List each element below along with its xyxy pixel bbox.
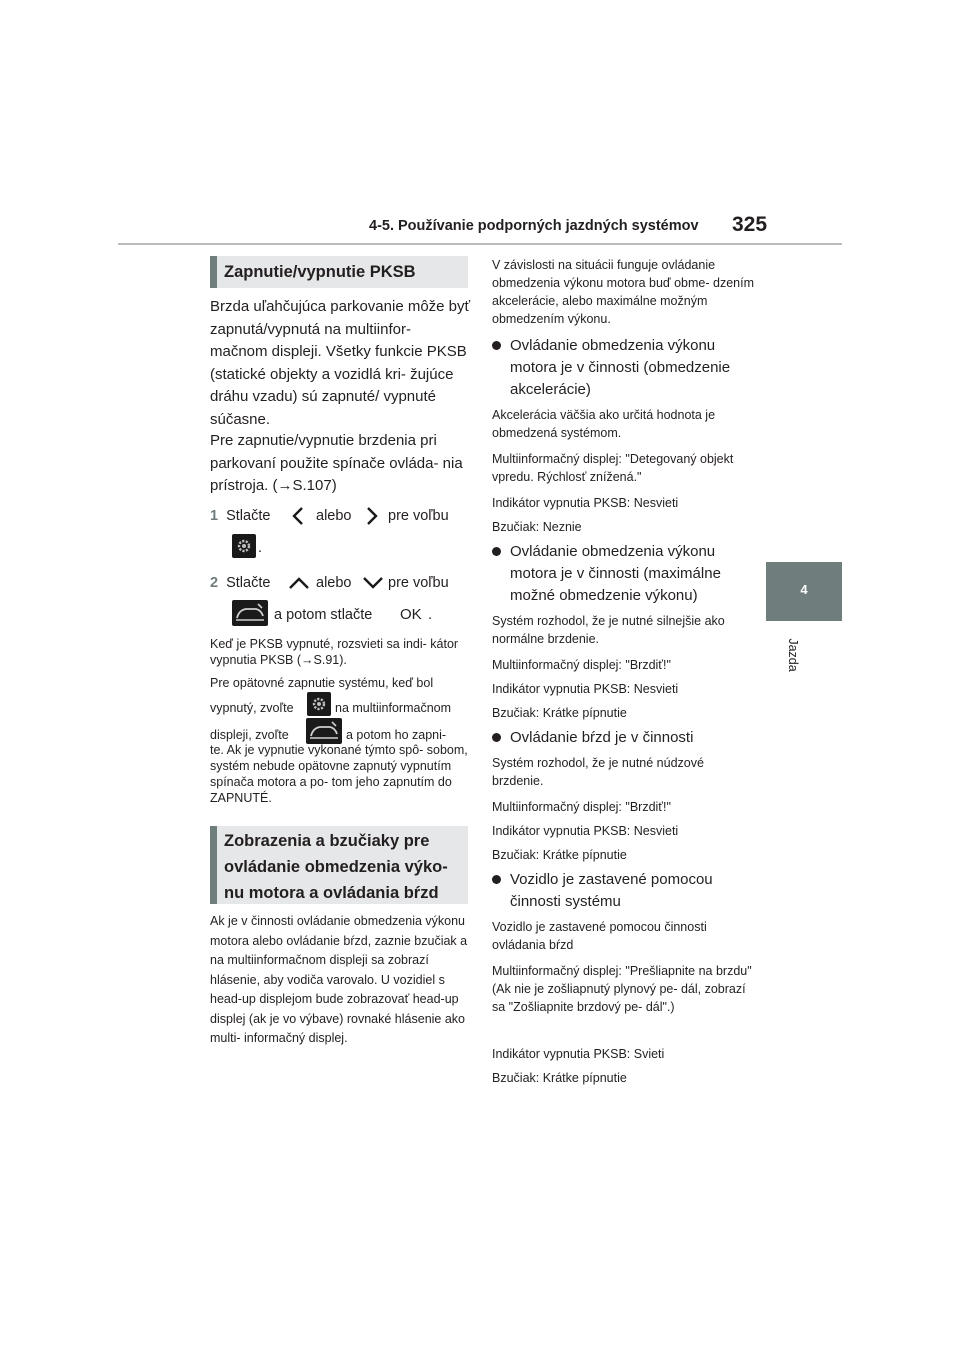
ok-button-label: OK (400, 606, 422, 623)
step-1 (210, 505, 270, 527)
chevron-up-icon (288, 576, 310, 590)
b1-line3: Indikátor vypnutia PKSB: Nesvieti (492, 496, 679, 510)
step-2-number: 2 (210, 575, 219, 591)
bullet-dot (492, 341, 501, 350)
page-number: 325 (732, 213, 768, 236)
b1-line2: Multiinformačný displej: "Detegovaný objekt vpredu. Rýchlosť znížená." (492, 452, 734, 484)
step-2-text-a: Stlačte (226, 575, 271, 591)
b4-line3: Indikátor vypnutia PKSB: Svieti (492, 1047, 665, 1061)
b2-line4: Bzučiak: Krátke pípnutie (492, 706, 627, 720)
section2-paragraph: Ak je v činnosti ovládanie obmedzenia výkonu motora alebo ovládanie bŕzd, zaznie bzučiak a na multiinformačnom displeji sa zobrazí hlásenie, aby vodiča varovalo. U vozidiel s head-up displejom bude zobrazovať head-up displej (ak je vo výbave) rovnaké hlásenie ako multi- informačný displej. (210, 914, 468, 1045)
gear-icon (307, 692, 331, 716)
chapter-side-label (783, 630, 803, 680)
section-heading-text: Zobrazenia a bzučiaky pre ovládanie obmedzenia výko- nu motora a ovládania bŕzd (224, 832, 448, 902)
b3-line3: Indikátor vypnutia PKSB: Nesvieti (492, 824, 679, 838)
note-reenable-f: te. Ak je vypnutie vykonané týmto spô- sobom, systém nebude opätovne zapnutý vypnutím spínača motora a po- tom jeho zapnutím do ZAPNUTÉ. (210, 743, 468, 805)
chapter-title: 4-5. Používanie podporných jazdných systémov (369, 218, 699, 234)
note-reenable-a: Pre opätovné zapnutie systému, keď bol (210, 676, 434, 690)
chapter-tab-number: 4 (800, 582, 808, 597)
note-pksb-off: Keď je PKSB vypnuté, rozsvieti sa indi- kátor vypnutia PKSB (→S.91). (210, 637, 459, 667)
step-2-text-c: pre voľbu (388, 575, 449, 591)
step-2 (210, 572, 270, 594)
step-1-number: 1 (210, 508, 219, 524)
step-1-end: . (258, 540, 263, 556)
chevron-left-icon (292, 506, 304, 526)
step-1-text-b: alebo (316, 508, 352, 524)
note-reenable-c: na multiinformačnom (335, 701, 452, 715)
b1-line1: Akcelerácia väčšia ako určitá hodnota je obmedzená systémom. (492, 408, 716, 440)
b1-line4: Bzučiak: Neznie (492, 520, 582, 534)
b2-line2: Multiinformačný displej: "Brzdiť!" (492, 658, 671, 672)
bullet-heading-text: Vozidlo je zastavené pomocou činnosti systému (510, 871, 713, 910)
step-1-text-c: pre voľbu (388, 508, 449, 524)
bullet-heading-vehicle-stopped (492, 869, 762, 913)
bullet-heading-text: Ovládanie bŕzd je v činnosti (510, 729, 694, 746)
section-heading-pksb (210, 256, 468, 288)
b3-line2: Multiinformačný displej: "Brzdiť!" (492, 800, 671, 814)
bullet-heading-brake-control (492, 727, 762, 749)
b4-line1: Vozidlo je zastavené pomocou činnosti ovládania bŕzd (492, 920, 707, 952)
note-reenable-d: displeji, zvoľte (210, 728, 289, 742)
note-reenable-e: a potom ho zapni- (346, 728, 447, 742)
bullet-heading-acceleration-limit (492, 335, 762, 401)
section1-paragraph1: Brzda uľahčujúca parkovanie môže byť zapnutá/vypnutá na multiinfor- mačnom displeji. Všetky funkcie PKSB (statické objekty a vozidlá kri- žujúce dráhu vzadu) sú zapnuté/ vypnuté súčasne. (210, 298, 471, 428)
step-2-end: . (428, 607, 433, 623)
chevron-right-icon (366, 506, 378, 526)
b3-line1: Systém rozhodol, že je nutné núdzové brzdenie. (492, 756, 704, 788)
right-intro: V závislosti na situácii funguje ovládanie obmedzenia výkonu motora buď obme- dzením akcelerácie, alebo maximálne možným obmedzením výkonu. (492, 258, 754, 326)
pksb-car-icon (306, 718, 342, 744)
chapter-side-label-text: Jazda (786, 638, 800, 672)
bullet-heading-text: Ovládanie obmedzenia výkonu motora je v činnosti (obmedzenie akcelerácie) (510, 337, 731, 398)
header-rule (118, 243, 842, 245)
bullet-dot (492, 547, 501, 556)
bullet-heading-text: Ovládanie obmedzenia výkonu motora je v činnosti (maximálne možné obmedzenie výkonu) (510, 543, 721, 604)
b3-line4: Bzučiak: Krátke pípnutie (492, 848, 627, 862)
step-1-text-a: Stlačte (226, 508, 271, 524)
gear-icon (232, 534, 256, 558)
note-reenable-b: vypnutý, zvoľte (210, 701, 294, 715)
section-heading-displays-buzzers (210, 826, 468, 904)
chevron-down-icon (362, 576, 384, 590)
b2-line1: Systém rozhodol, že je nutné silnejšie ako normálne brzdenie. (492, 614, 725, 646)
step-2-text-d: a potom stlačte (274, 607, 373, 623)
pksb-car-icon (232, 600, 268, 626)
b4-line4: Bzučiak: Krátke pípnutie (492, 1071, 627, 1085)
bullet-dot (492, 733, 501, 742)
section1-paragraph2: Pre zapnutie/vypnutie brzdenia pri parkovaní použite spínače ovláda- nia prístroja. (→S.107) (210, 432, 463, 494)
b2-line3: Indikátor vypnutia PKSB: Nesvieti (492, 682, 679, 696)
bullet-dot (492, 875, 501, 884)
bullet-heading-max-limit (492, 541, 762, 607)
chapter-tab (766, 562, 842, 621)
b4-line2: Multiinformačný displej: "Prešliapnite na brzdu" (Ak nie je zošliapnutý plynový pe- dál, zobrazí sa "Zošliapnite brzdový pe- dál".) (492, 964, 752, 1014)
section-heading-text: Zapnutie/vypnutie PKSB (224, 263, 416, 281)
step-2-text-b: alebo (316, 575, 352, 591)
